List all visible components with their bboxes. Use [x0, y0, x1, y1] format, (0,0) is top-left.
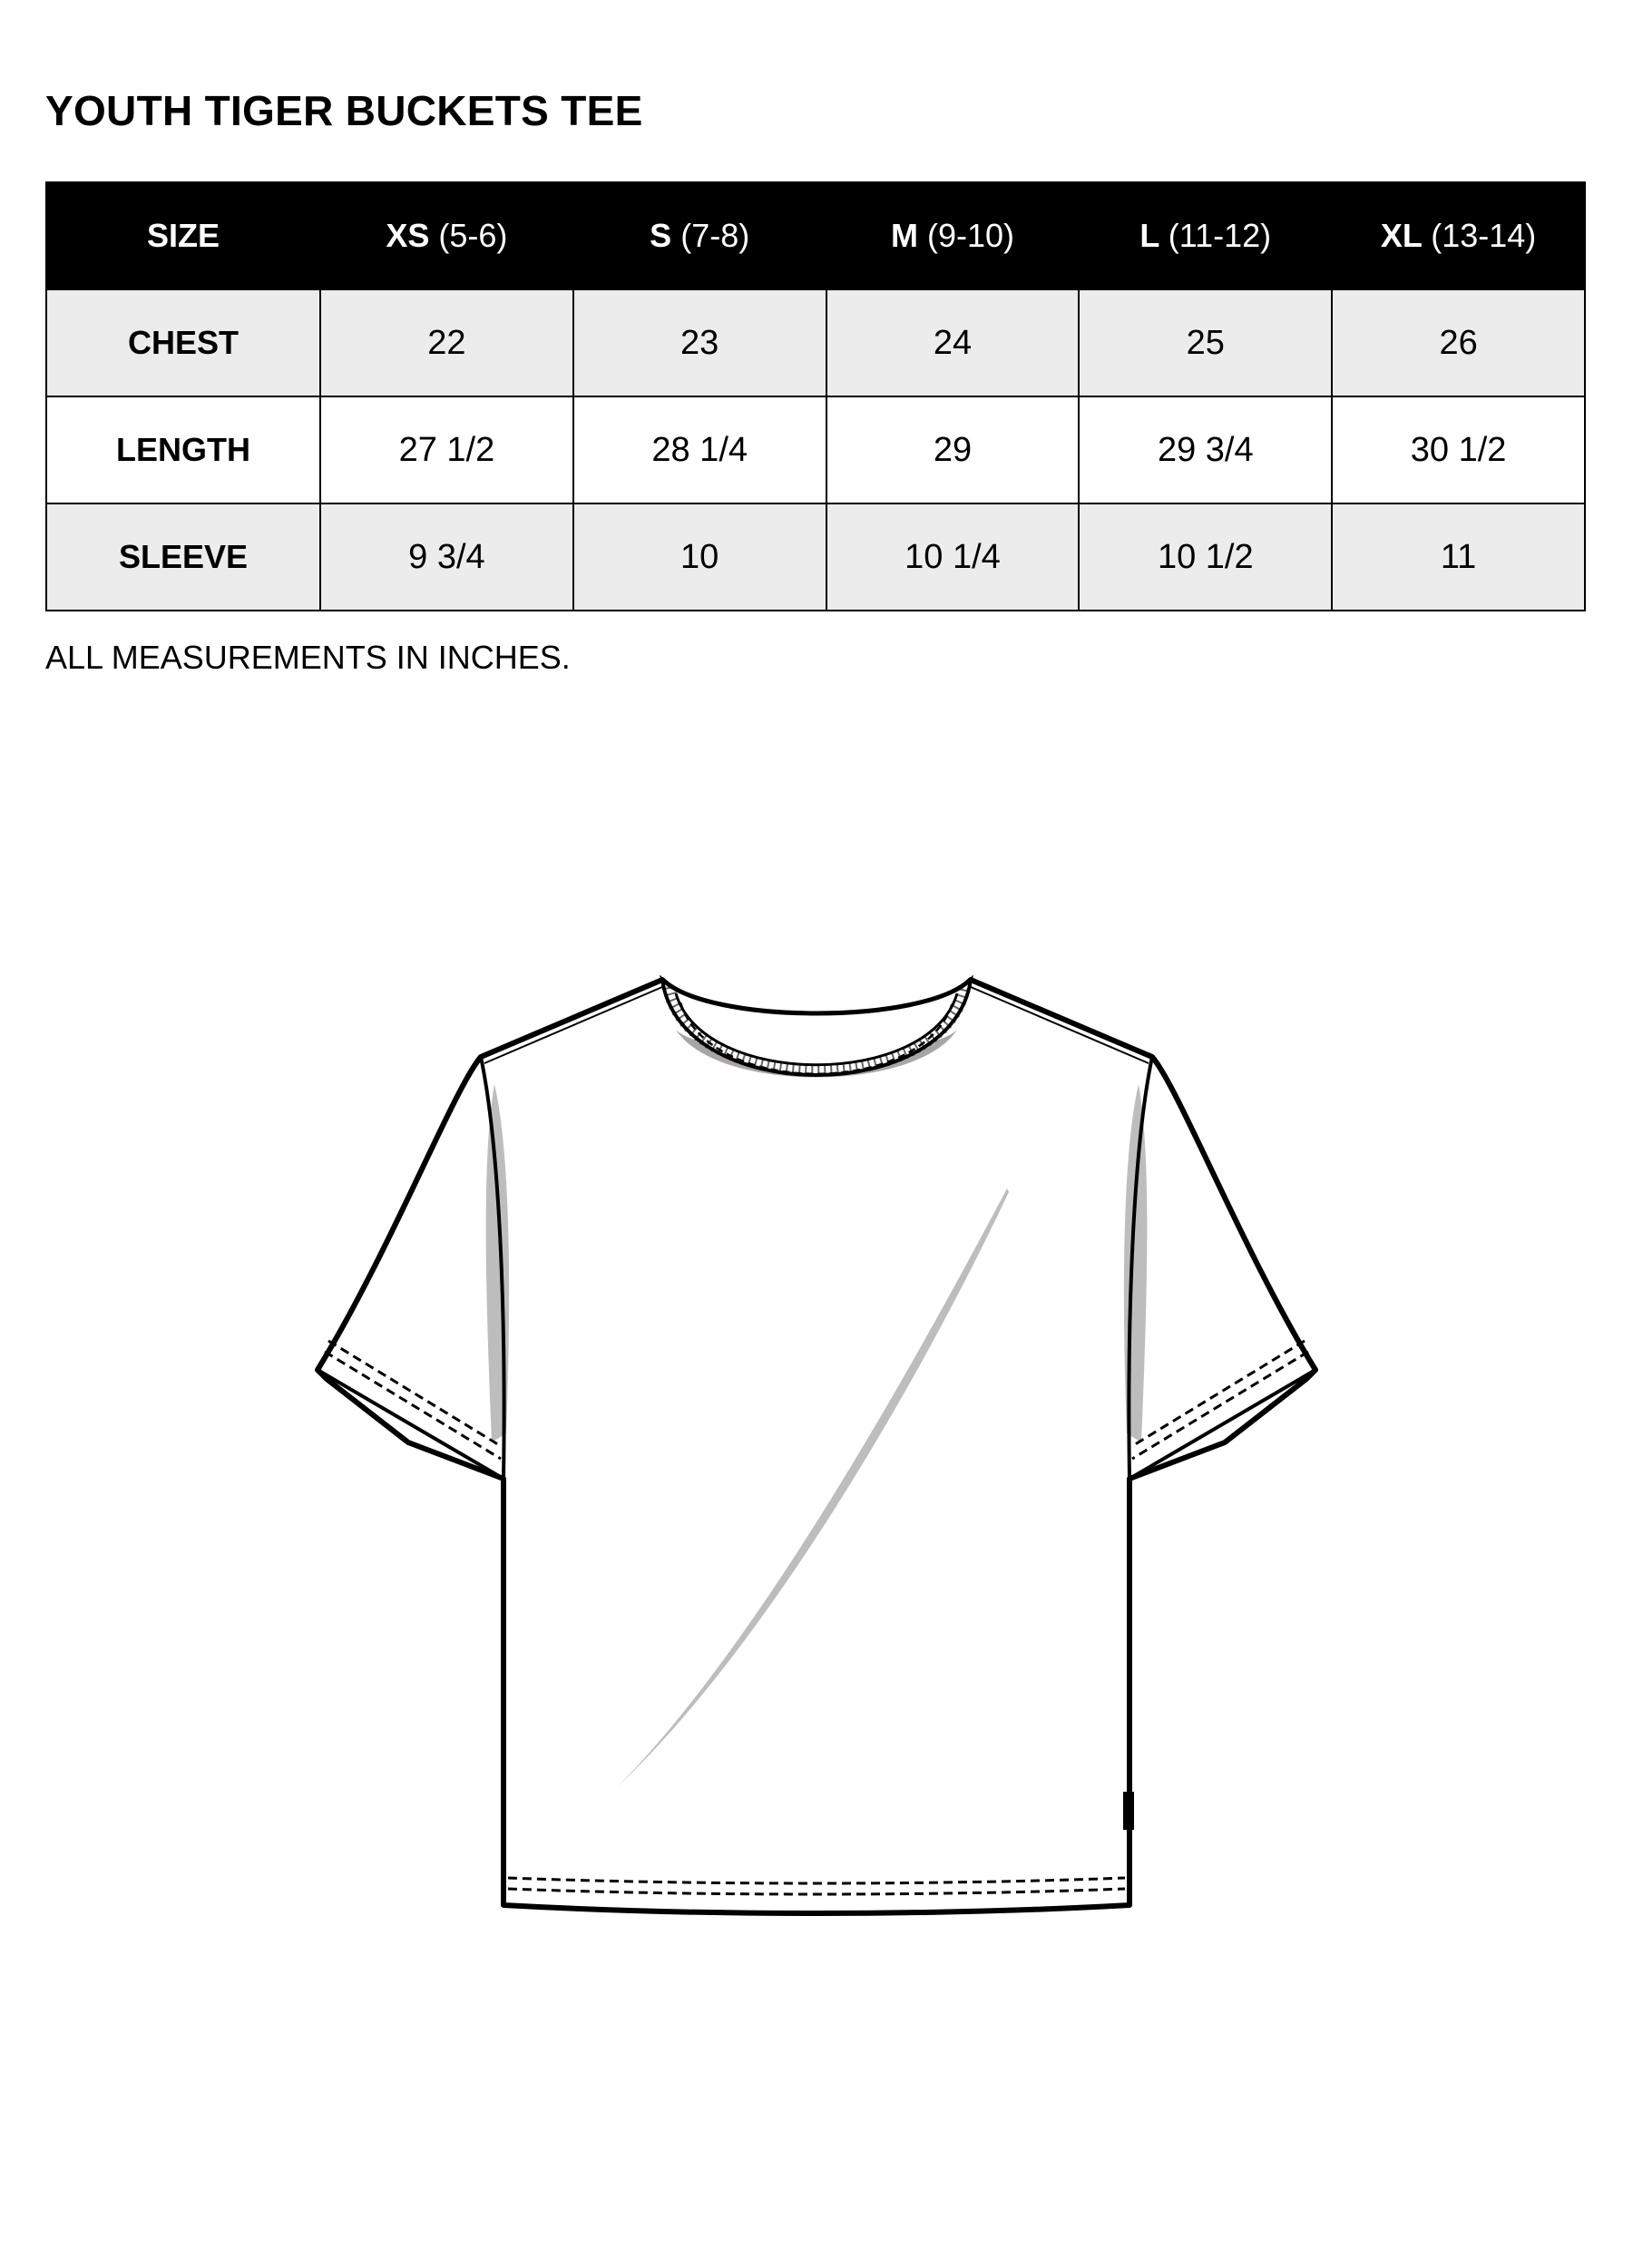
header-size-xs — [320, 182, 573, 289]
table-cell: 27 1/2 — [320, 396, 573, 503]
table-cell: 10 1/2 — [1079, 503, 1332, 611]
side-label-tab — [1123, 1792, 1134, 1830]
header-size-m — [826, 182, 1080, 289]
table-cell: 23 — [573, 289, 826, 396]
table-cell: 30 1/2 — [1332, 396, 1585, 503]
hem-stitch-2 — [508, 1889, 1125, 1894]
table-cell: 29 — [826, 396, 1080, 503]
header-size-l — [1079, 182, 1332, 289]
right-shoulder-seam — [971, 987, 1149, 1063]
header-size-s — [573, 182, 826, 289]
table-cell: 10 1/4 — [826, 503, 1080, 611]
row-label: LENGTH — [46, 396, 320, 503]
table-row-length — [46, 396, 1585, 503]
size-range: (11-12) — [1168, 217, 1272, 254]
table-header-row — [46, 182, 1585, 289]
table-cell: 25 — [1079, 289, 1332, 396]
table-cell: 9 3/4 — [320, 503, 573, 611]
table-cell: 29 3/4 — [1079, 396, 1332, 503]
table-cell: 22 — [320, 289, 573, 396]
header-size-label: SIZE — [46, 182, 320, 289]
size-range: (13-14) — [1431, 217, 1537, 254]
right-sleeve-hem — [1129, 1370, 1315, 1479]
shirt-outline — [318, 980, 1315, 1913]
table-cell: 24 — [826, 289, 1080, 396]
size-range: (9-10) — [926, 217, 1015, 254]
size-range: (5-6) — [438, 217, 508, 254]
table-row-chest — [46, 289, 1585, 396]
left-sleeve-hem — [318, 1370, 504, 1479]
page-title: YOUTH TIGER BUCKETS TEE — [45, 87, 643, 134]
body-fold-shade — [617, 1188, 1009, 1787]
size-label: XL — [1380, 217, 1423, 254]
size-label: S — [650, 217, 672, 254]
size-range: (7-8) — [680, 217, 750, 254]
table-cell: 11 — [1332, 503, 1585, 611]
size-label: XS — [386, 217, 430, 254]
size-label: L — [1139, 217, 1159, 254]
t-shirt-flat-sketch-icon — [290, 962, 1343, 1978]
size-chart-table — [45, 181, 1586, 611]
size-label: M — [890, 217, 918, 254]
collar-rib-band — [662, 980, 971, 1075]
left-shoulder-seam — [484, 987, 662, 1063]
row-label: CHEST — [46, 289, 320, 396]
table-cell: 28 1/4 — [573, 396, 826, 503]
measurement-note: ALL MEASUREMENTS IN INCHES. — [45, 639, 571, 676]
header-size-xl — [1332, 182, 1585, 289]
hem-stitch-1 — [508, 1878, 1125, 1883]
row-label: SLEEVE — [46, 503, 320, 611]
table-row-sleeve — [46, 503, 1585, 611]
table-cell: 26 — [1332, 289, 1585, 396]
table-cell: 10 — [573, 503, 826, 611]
